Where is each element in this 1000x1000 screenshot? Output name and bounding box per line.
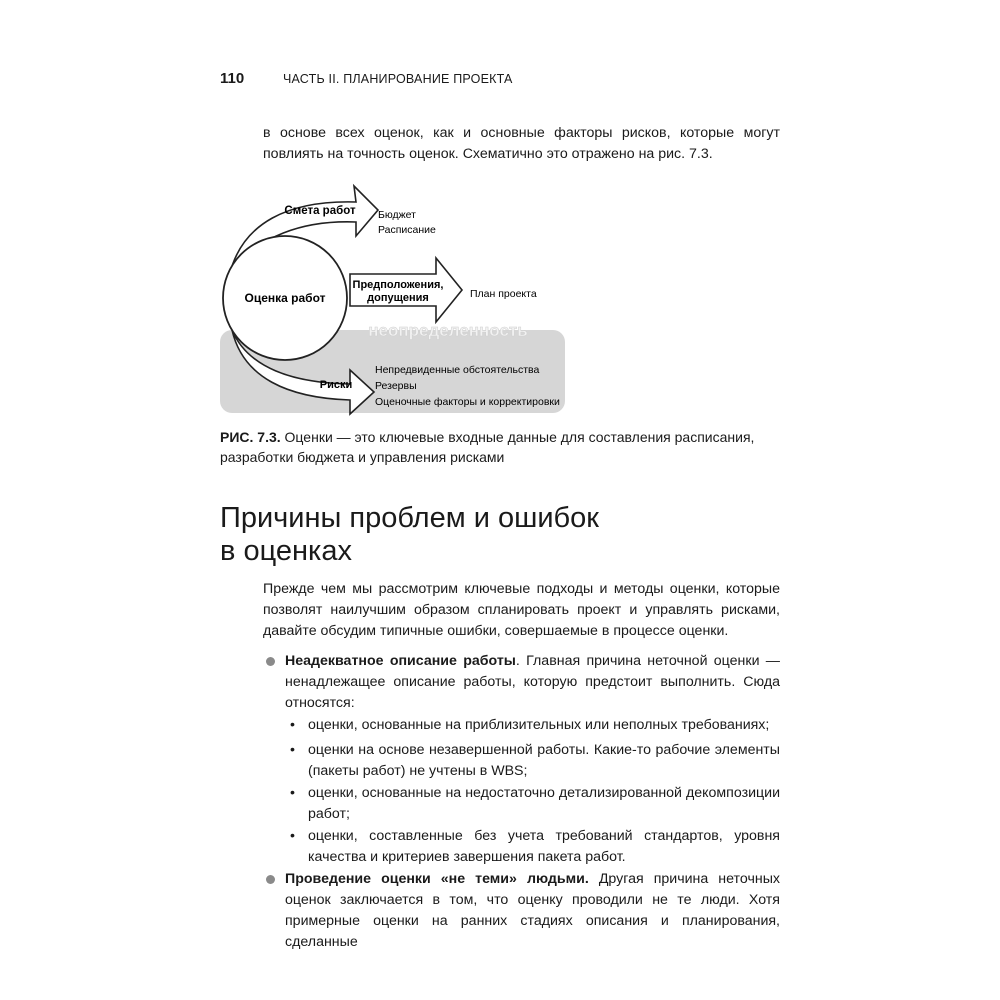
figure-7-3 (218, 178, 570, 418)
sub-bullet-icon: • (290, 785, 295, 801)
section-title: Причины проблем и ошибок в оценках (220, 502, 599, 567)
sub-bullet-icon: • (290, 742, 295, 758)
bullet-dot-icon (266, 875, 275, 884)
caption-label: РИС. 7.3. (220, 429, 281, 445)
bullet-dot-icon (266, 657, 275, 666)
bullet-heading: Неадекватное описание работы (285, 653, 516, 669)
page-number: 110 (220, 70, 245, 87)
middle-arrow-label-2: допущения (367, 292, 429, 304)
estimation-diagram (218, 178, 570, 418)
bottom-output-3: Оценочные факторы и корректировки (375, 396, 560, 408)
middle-arrow-label-1: Предположения, (352, 279, 444, 291)
top-output-1: Бюджет (378, 209, 416, 221)
sub-bullet-icon: • (290, 828, 295, 844)
intro-paragraph: в основе всех оценок, как и основные факторы рисков, которые могут повлиять на точность оценок. Схематично это отражено на рис. 7.3. (263, 125, 780, 162)
top-output-2: Расписание (378, 224, 436, 236)
bottom-arrow-label: Риски (319, 379, 353, 391)
bottom-output-2: Резервы (375, 380, 417, 392)
top-arrow-label: Смета работ (284, 205, 356, 217)
circle-label: Оценка работ (244, 291, 326, 305)
sub-list-item: • оценки, основанные на недостаточно детализированной декомпозиции работ; (290, 785, 780, 822)
page-header (220, 70, 780, 92)
list-item: Проведение оценки «не теми» людьми. Другая причина неточных оценок заключается в том, что оценку проводили не те люди. Хотя примерные оценки на ранних стадиях описания и планирования, сделанные (263, 869, 780, 953)
middle-output: План проекта (470, 288, 537, 300)
sub-list-item: • оценки, составленные без учета требований стандартов, уровня качества и критериев завершения пакета работ. (290, 828, 780, 865)
running-title: ЧАСТЬ II. ПЛАНИРОВАНИЕ ПРОЕКТА (283, 72, 513, 86)
figure-caption (220, 427, 780, 467)
bullet-heading: Проведение оценки «не теми» людьми. (285, 871, 589, 887)
sub-list-item: • оценки, основанные на приблизительных или неполных требованиях; (290, 715, 780, 736)
caption-text: Оценки — это ключевые входные данные для составления расписания, разработки бюджета и управления рисками (220, 429, 755, 465)
bottom-output-1: Непредвиденные обстоятельства (375, 364, 540, 376)
list-item: Неадекватное описание работы. Главная причина неточной оценки — ненадлежащее описание работы, которую предстоит выполнить. Сюда относятся: (263, 651, 780, 714)
sub-list-item: • оценки на основе незавершенной работы. Какие-то рабочие элементы (пакеты работ) не учтены в WBS; (290, 742, 780, 779)
sub-bullet-icon: • (290, 717, 295, 733)
uncertainty-label: неопределенность (368, 321, 528, 340)
lead-paragraph: Прежде чем мы рассмотрим ключевые подходы и методы оценки, которые позволят наилучшим образом спланировать проект и управлять рисками, давайте обсудим типичные ошибки, совершаемые в процессе оценки. (263, 581, 780, 639)
